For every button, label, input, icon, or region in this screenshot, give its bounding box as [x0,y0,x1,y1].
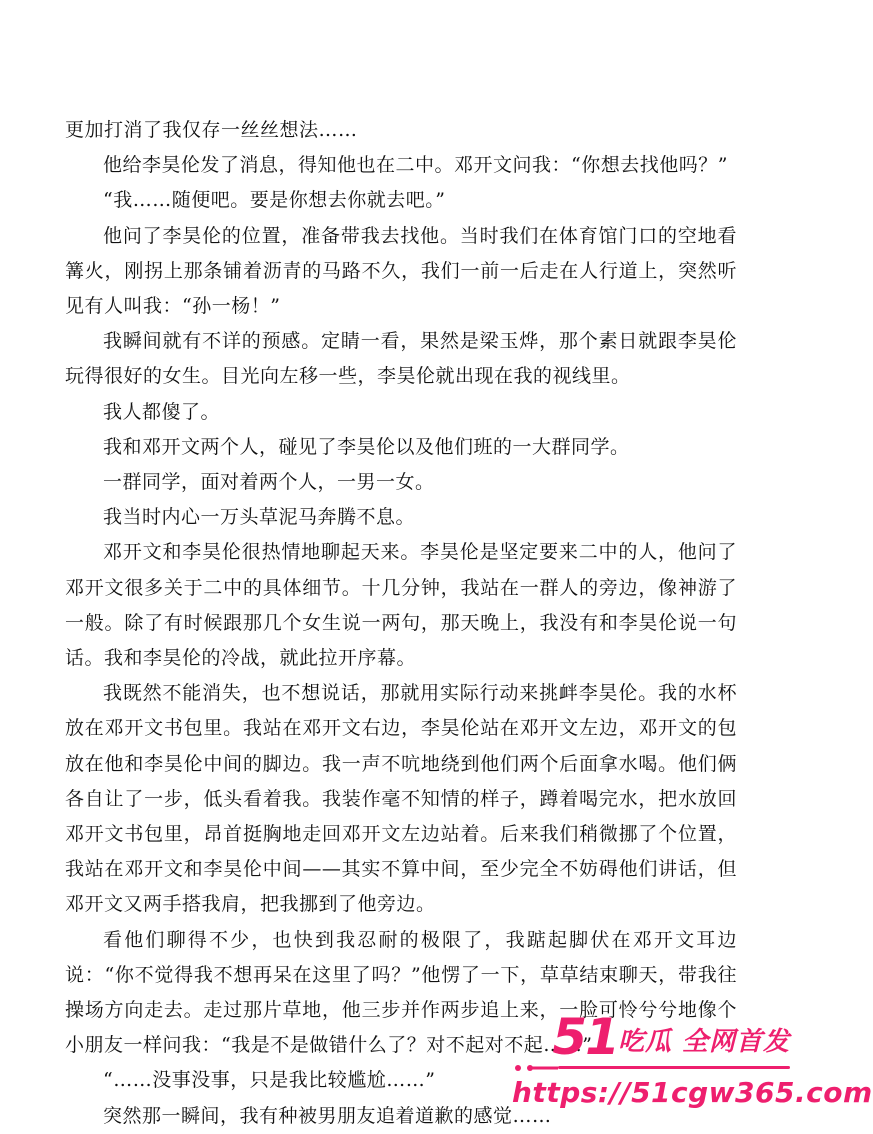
watermark-brand-text: 吃瓜 全网首发 [617,1027,790,1057]
paragraph-10: 邓开文和李昊伦很热情地聊起天来。李昊伦是坚定要来二中的人，他问了邓开文很多关于二中的具体细节。十几分钟，我站在一群人的旁边，像神游了一般。除了有时候跟那几个女生说一两句，那天晚上，我没有和李昊伦说一句话。我和李昊伦的冷战，就此拉开序幕。 [65,541,737,670]
paragraph-3: “我……随便吧。要是你想去你就去吧。” [103,189,446,212]
site-watermark [512,1008,873,1126]
paragraph-13: “……没事没事，只是我比较尴尬……” [103,1069,436,1092]
watermark-brand-number: 51 [552,1008,618,1066]
watermark-divider [558,1066,790,1069]
watermark-url: https://51cgw365.com [512,1076,873,1109]
paragraph-1: 更加打消了我仅存一丝丝想法…… [65,119,358,141]
paragraph-12: 看他们聊得不少，也快到我忍耐的极限了，我踮起脚伏在邓开文耳边说：“你不觉得我不想再呆在这里了吗？”他愣了一下，草草结束聊天，带我往操场方向走去。走过那片草地，他三步并作两步追上来，一脸可怜兮兮地像个小朋友一样问我：“我是不是做错什么了？对不起对不起……” [65,928,737,1057]
document-body [65,113,737,1134]
paragraph-11: 我既然不能消失，也不想说话，那就用实际行动来挑衅李昊伦。我的水杯放在邓开文书包里。我站在邓开文右边，李昊伦站在邓开文左边，邓开文的包放在他和李昊伦中间的脚边。我一声不吭地绕到他们两个后面拿水喝。他们俩各自让了一步，低头看着我。我装作毫不知情的样子，蹲着喝完水，把水放回邓开文书包里，昂首挺胸地走回邓开文左边站着。后来我们稍微挪了个位置，我站在邓开文和李昊伦中间——其实不算中间，至少完全不妨碍他们讲话，但邓开文又两手搭我肩，把我挪到了他旁边。 [65,682,737,916]
paragraph-6: 我人都傻了。 [103,400,221,423]
paragraph-4: 他问了李昊伦的位置，准备带我去找他。当时我们在体育馆门口的空地看篝火，刚拐上那条铺着沥青的马路不久，我们一前一后走在人行道上，突然听见有人叫我：“孙一杨！” [65,224,737,318]
paragraph-5: 我瞬间就有不详的预感。定睛一看，果然是梁玉烨，那个素日就跟李昊伦玩得很好的女生。目光向左移一些，李昊伦就出现在我的视线里。 [65,330,737,388]
paragraph-9: 我当时内心一万头草泥马奔腾不息。 [103,506,416,529]
paragraph-14: 突然那一瞬间，我有种被男朋友追着道歉的感觉…… [103,1104,552,1127]
paragraph-8: 一群同学，面对着两个人，一男一女。 [103,471,435,494]
paragraph-2: 他给李昊伦发了消息，得知他也在二中。邓开文问我：“你想去找他吗？” [103,154,728,177]
watermark-brand [552,1008,790,1066]
paragraph-7: 我和邓开文两个人，碰见了李昊伦以及他们班的一大群同学。 [103,435,630,458]
